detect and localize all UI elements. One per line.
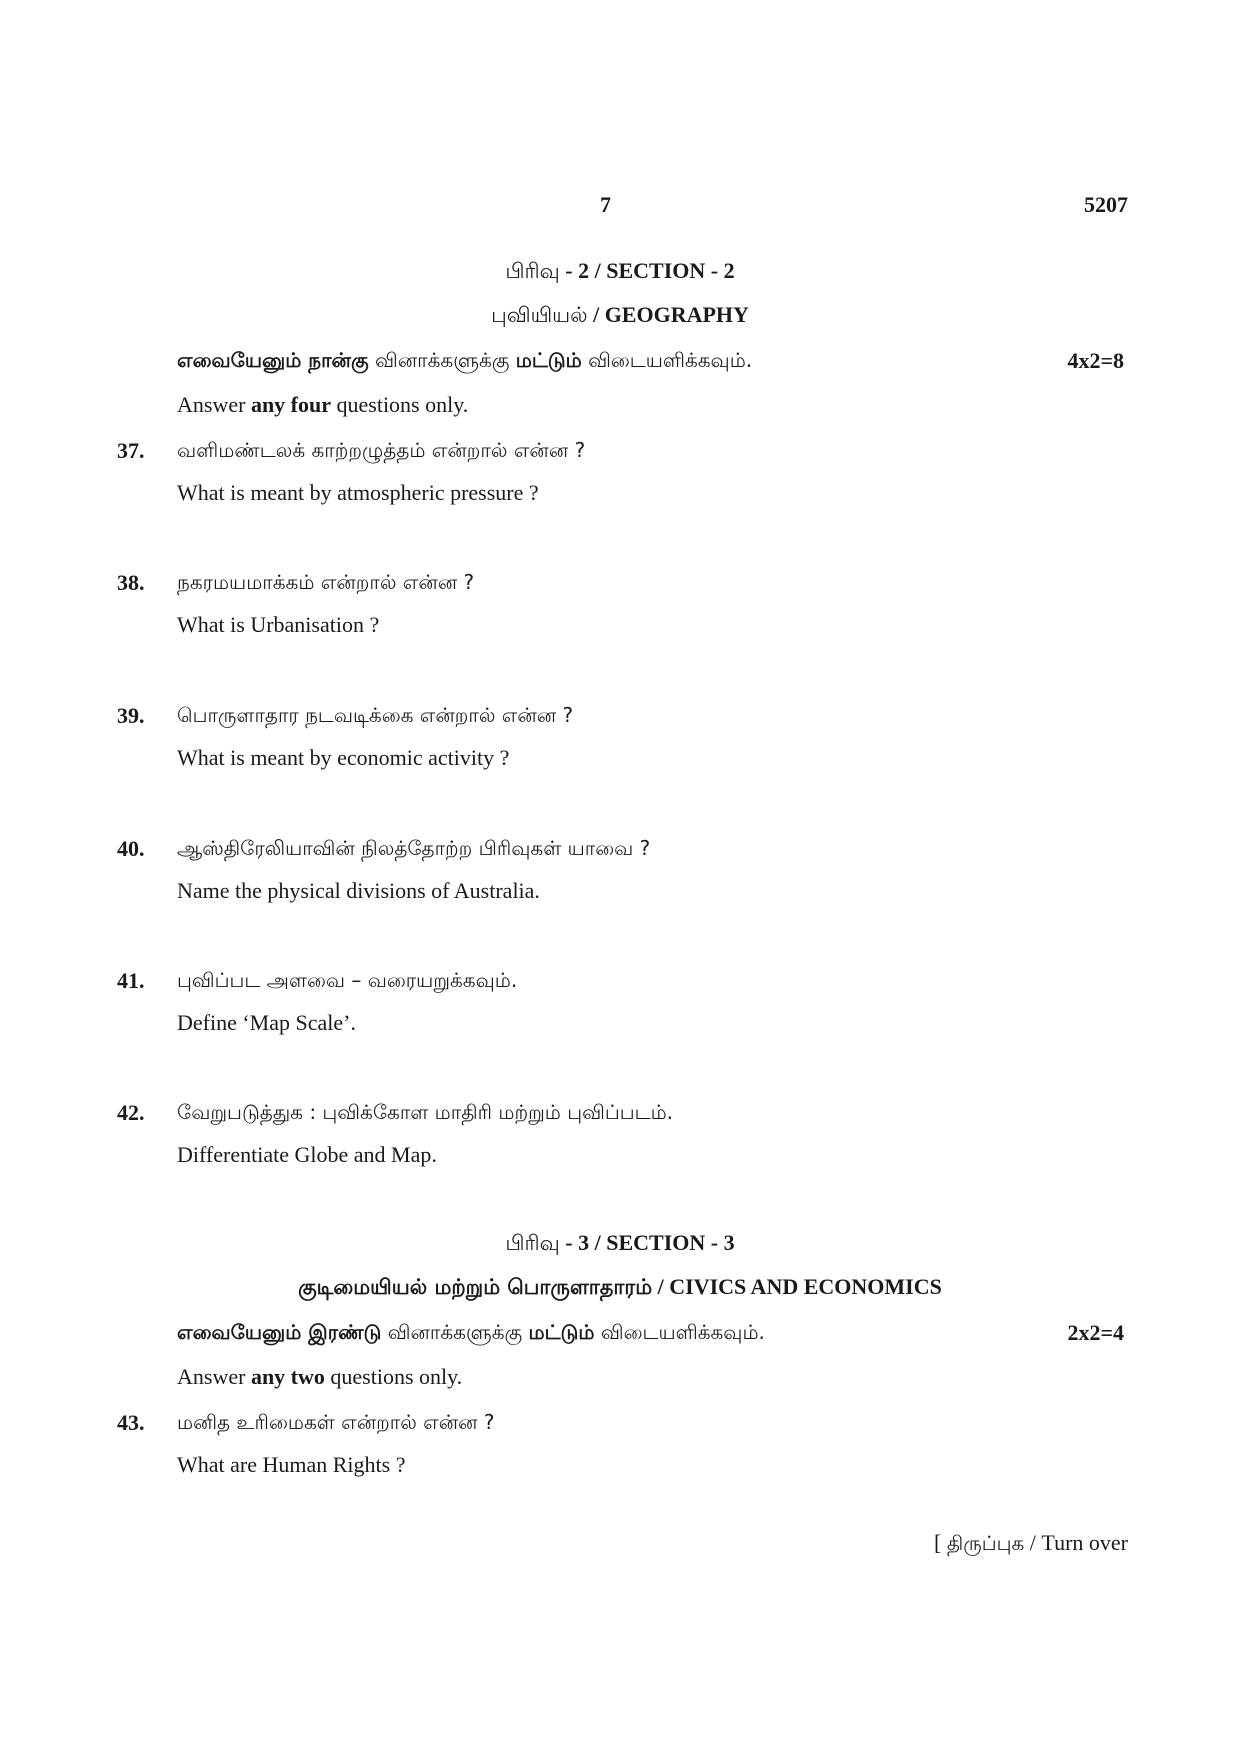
section-2-title: பிரிவு - 2 / SECTION - 2 bbox=[505, 258, 735, 283]
question-number: 41. bbox=[117, 968, 145, 993]
question-number: 37. bbox=[117, 438, 145, 463]
section-3-instruction-en: Answer any two questions only. bbox=[177, 1364, 463, 1389]
question-text-en: What are Human Rights ? bbox=[177, 1452, 406, 1477]
turn-over-note: [ திருப்புக / Turn over bbox=[933, 1530, 1128, 1555]
question-text-en: Differentiate Globe and Map. bbox=[177, 1142, 437, 1167]
question-number: 42. bbox=[117, 1100, 145, 1125]
section-3-subject: குடிமையியல் மற்றும் பொருளாதாரம் / CIVICS AND ECONOMICS bbox=[298, 1274, 942, 1299]
question-text-en: Name the physical divisions of Australia. bbox=[177, 878, 540, 903]
question-number: 38. bbox=[117, 570, 145, 595]
question-text-ta: நகரமயமாக்கம் என்றால் என்ன ? bbox=[177, 570, 475, 594]
question-number: 43. bbox=[117, 1410, 145, 1435]
section-3-marks: 2x2=4 bbox=[1067, 1320, 1124, 1345]
question-text-ta: ஆஸ்திரேலியாவின் நிலத்தோற்ற பிரிவுகள் யாவை ? bbox=[177, 836, 651, 860]
section-3-instruction-ta: எவையேனும் இரண்டு வினாக்களுக்கு மட்டும் விடையளிக்கவும். bbox=[177, 1320, 765, 1344]
question-text-ta: வேறுபடுத்துக : புவிக்கோள மாதிரி மற்றும் புவிப்படம். bbox=[177, 1100, 674, 1124]
question-text-en: What is Urbanisation ? bbox=[177, 612, 380, 637]
question-text-ta: பொருளாதார நடவடிக்கை என்றால் என்ன ? bbox=[177, 703, 574, 727]
question-text-en: Define ‘Map Scale’. bbox=[177, 1010, 356, 1035]
question-number: 40. bbox=[117, 836, 145, 861]
question-text-en: What is meant by atmospheric pressure ? bbox=[177, 480, 539, 505]
question-number: 39. bbox=[117, 703, 145, 728]
question-text-ta: புவிப்பட அளவை – வரையறுக்கவும். bbox=[177, 968, 518, 992]
section-2-subject: புவியியல் / GEOGRAPHY bbox=[491, 302, 749, 327]
question-text-ta: வளிமண்டலக் காற்றழுத்தம் என்றால் என்ன ? bbox=[177, 438, 586, 462]
section-2-instruction-ta: எவையேனும் நான்கு வினாக்களுக்கு மட்டும் விடையளிக்கவும். bbox=[177, 348, 753, 372]
section-2-instruction-en: Answer any four questions only. bbox=[177, 392, 469, 417]
page-number: 7 bbox=[600, 192, 611, 217]
paper-code: 5207 bbox=[1084, 192, 1128, 217]
question-text-ta: மனித உரிமைகள் என்றால் என்ன ? bbox=[177, 1410, 495, 1434]
section-3-title: பிரிவு - 3 / SECTION - 3 bbox=[505, 1230, 735, 1255]
question-text-en: What is meant by economic activity ? bbox=[177, 745, 510, 770]
section-2-marks: 4x2=8 bbox=[1067, 348, 1124, 373]
